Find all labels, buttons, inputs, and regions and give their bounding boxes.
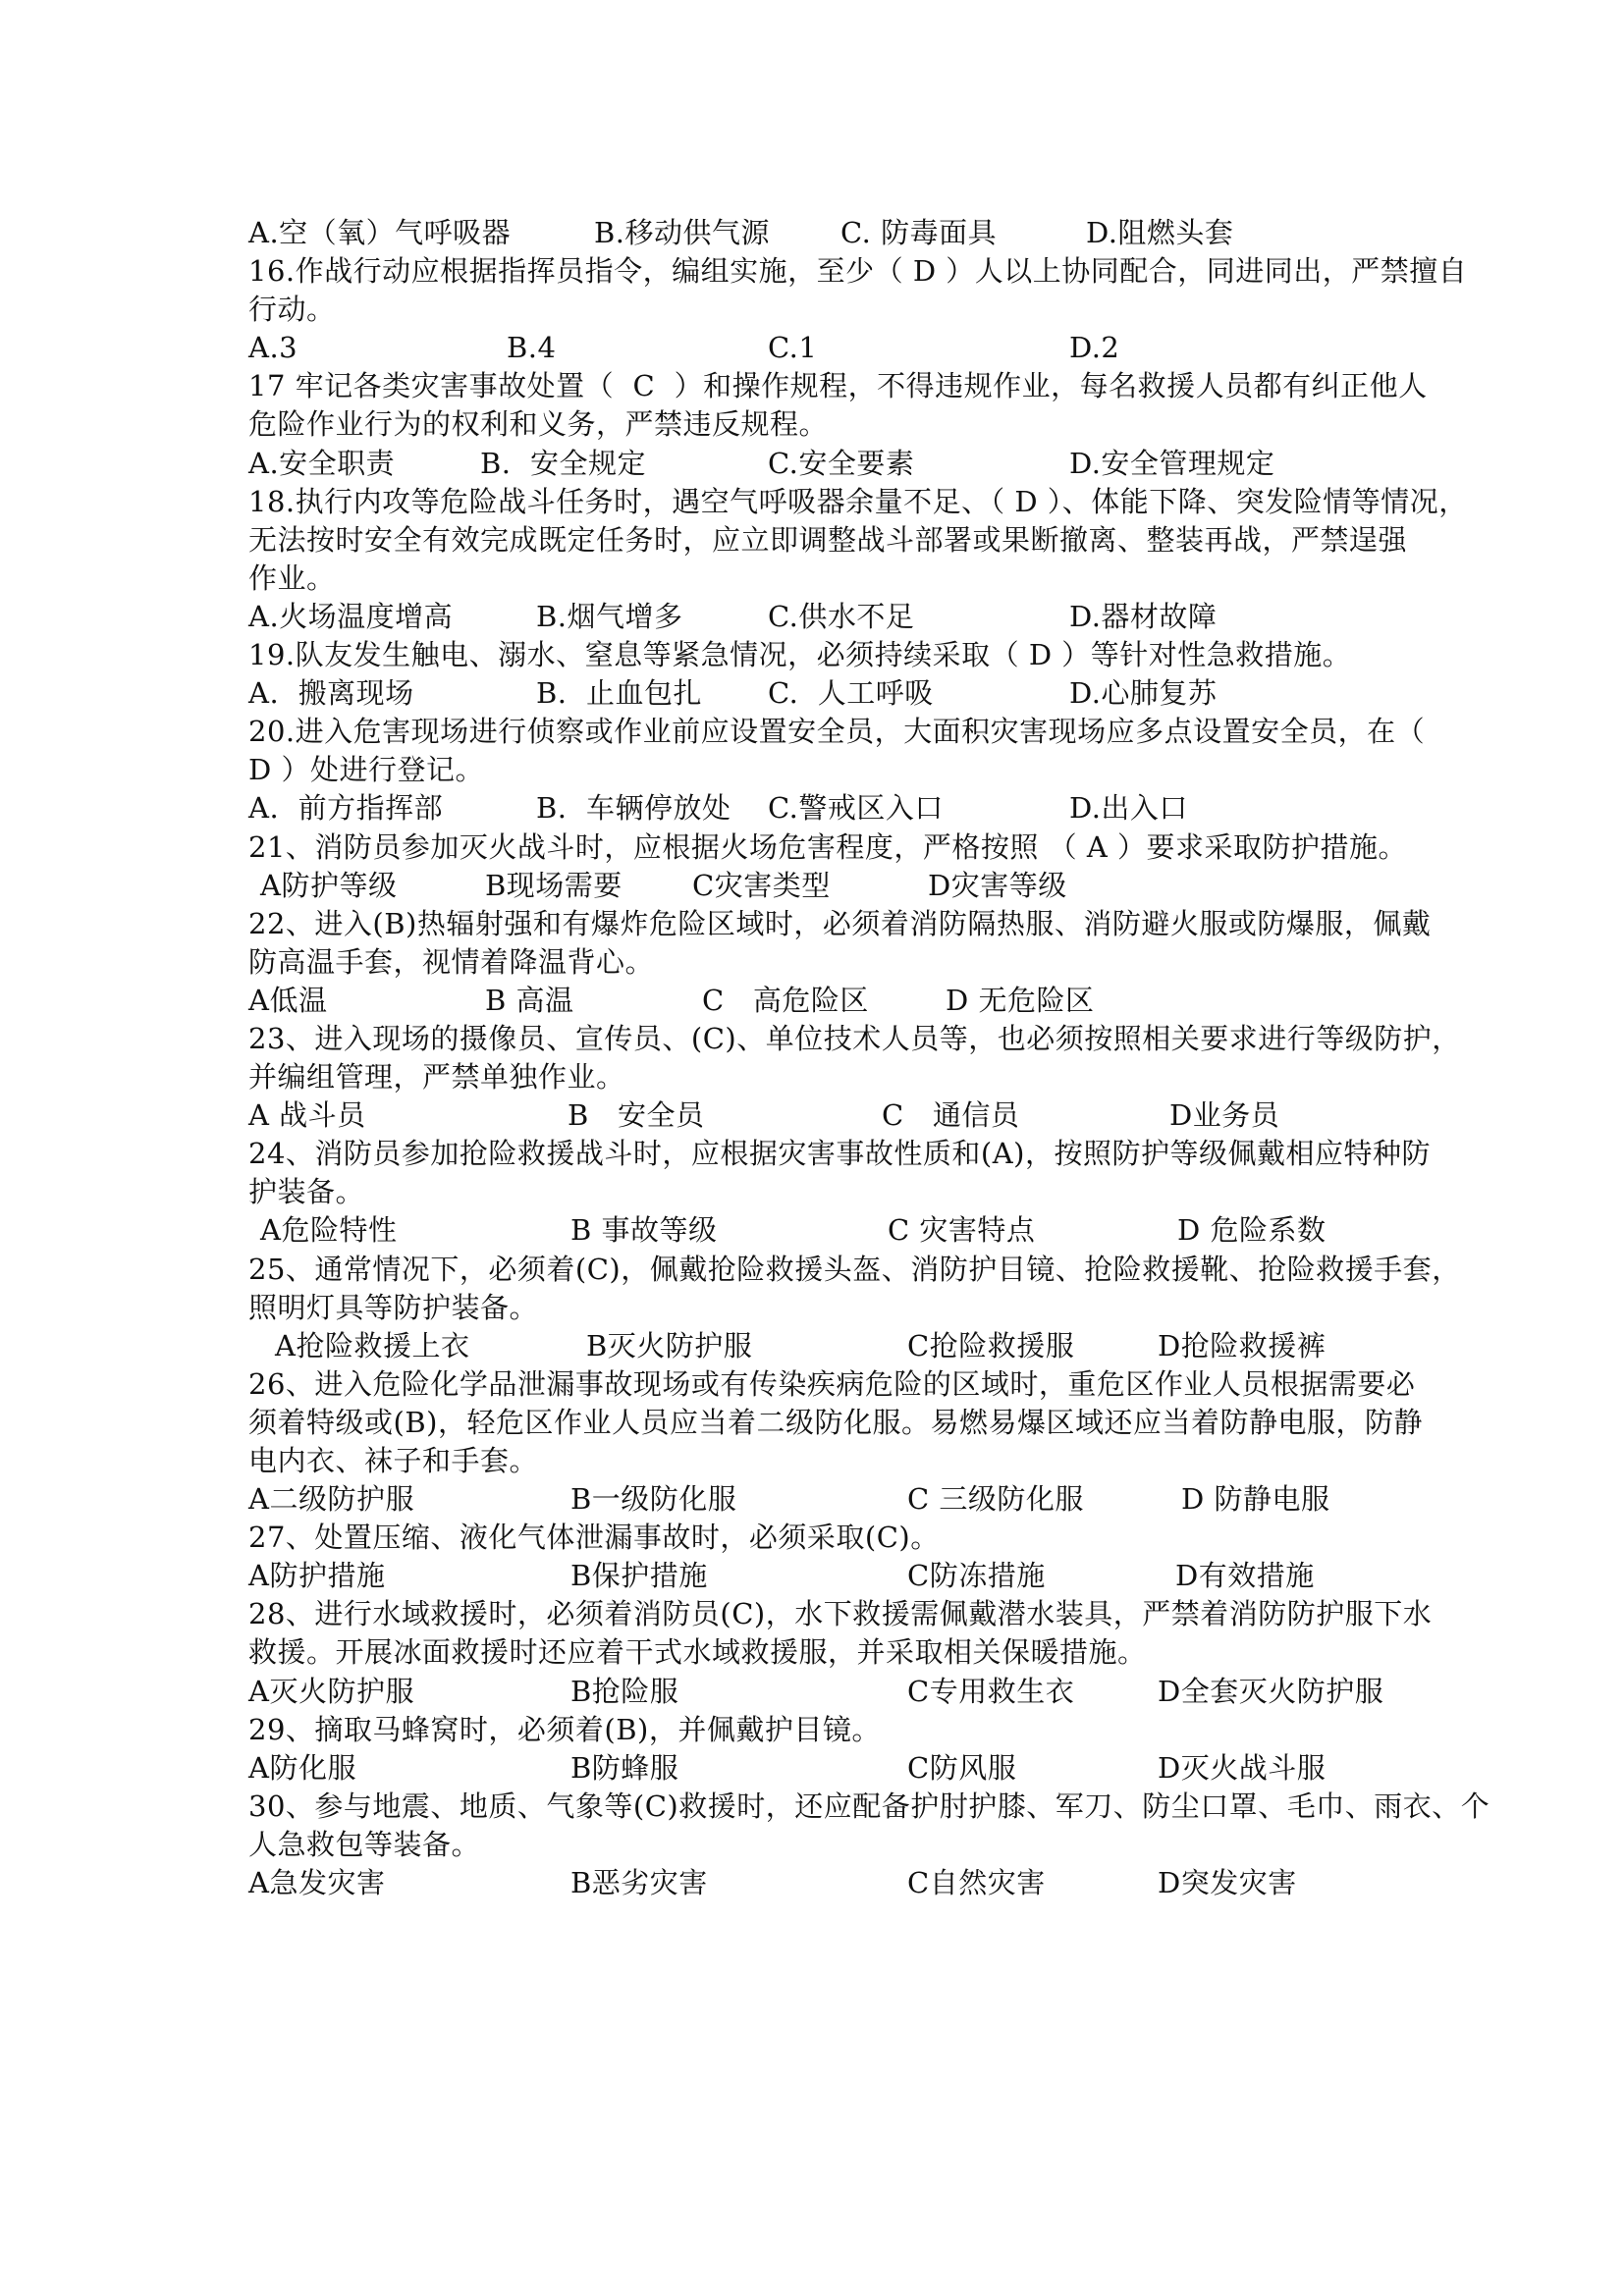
question-stem-line: 无法按时安全有效完成既定任务时，应立即调整战斗部署或果断撤离、整装再战，严禁逞强 <box>248 522 1408 557</box>
options-row <box>248 329 1441 367</box>
option-c: C抢险救援服 <box>907 1328 1075 1362</box>
option-a: A 战斗员 <box>248 1098 366 1133</box>
question-16 <box>248 252 1468 367</box>
option-b: B防蜂服 <box>570 1750 679 1785</box>
option-c: C专用救生衣 <box>907 1674 1075 1708</box>
options-row <box>248 1211 1441 1250</box>
option-a: A. 前方指挥部 <box>248 791 444 826</box>
question-stem-line: 20.进入危害现场进行侦察或作业前应设置安全员，大面积灾害现场应多点设置安全员，在（ <box>248 715 1426 749</box>
question-29 <box>248 1711 1441 1788</box>
option-b: B恶劣灾害 <box>570 1866 708 1900</box>
options-row <box>248 1557 1441 1595</box>
option-d: D有效措施 <box>1175 1559 1315 1593</box>
question-stem-line: 30、参与地震、地质、气象等(C)救援时，还应配备护肘护膝、军刀、防尘口罩、毛巾、雨衣、个 <box>248 1789 1490 1823</box>
options-row <box>248 674 1441 713</box>
option-b: B 安全员 <box>568 1098 705 1133</box>
option-c: C 三级防化服 <box>907 1482 1084 1517</box>
question-stem-line: 21、消防员参加灭火战斗时，应根据火场危害程度，严格按照 （ A ）要求采取防护措施。 <box>248 829 1408 864</box>
option-a: A.空（氧）气呼吸器 <box>248 216 512 249</box>
option-c: C防风服 <box>907 1750 1017 1785</box>
options-row <box>248 445 1441 483</box>
option-d: D 无危险区 <box>946 983 1095 1017</box>
option-c: C自然灾害 <box>907 1866 1046 1900</box>
option-b: B. 车辆停放处 <box>536 791 731 826</box>
option-b: B现场需要 <box>485 868 623 902</box>
options-row <box>248 1673 1441 1711</box>
question-15 <box>248 214 1441 252</box>
question-17 <box>248 367 1441 482</box>
option-d: D突发灾害 <box>1158 1866 1297 1900</box>
question-stem-line: 22、进入(B)热辐射强和有爆炸危险区域时，必须着消防隔热服、消防避火服或防爆服，佩戴 <box>248 906 1432 940</box>
options-row <box>248 214 1441 252</box>
option-c: C.供水不足 <box>768 599 915 633</box>
question-22 <box>248 905 1441 1020</box>
option-b: B. 安全规定 <box>480 446 646 480</box>
question-stem-line: 25、通常情况下，必须着(C)，佩戴抢险救援头盔、消防护目镜、抢险救援靴、抢险救援手套， <box>248 1252 1461 1286</box>
option-b: B 事故等级 <box>570 1213 718 1248</box>
question-26 <box>248 1365 1441 1519</box>
option-d: D.2 <box>1069 331 1120 365</box>
question-21 <box>248 828 1441 905</box>
option-a: A急发灾害 <box>248 1866 386 1900</box>
question-stem-line: 防高温手套，视情着降温背心。 <box>248 944 655 979</box>
question-stem-line: 并编组管理，严禁单独作业。 <box>248 1060 625 1095</box>
question-30 <box>248 1788 1490 1902</box>
option-c: C.安全要素 <box>768 446 915 480</box>
option-d: D 危险系数 <box>1177 1213 1326 1248</box>
exam-page <box>248 214 1490 1902</box>
options-row <box>248 982 1441 1020</box>
options-row <box>248 1096 1441 1135</box>
question-stem-line: D ）处进行登记。 <box>248 753 484 787</box>
option-c: C 高危险区 <box>702 983 869 1017</box>
option-d: D全套灭火防护服 <box>1158 1674 1384 1708</box>
option-a: A危险特性 <box>260 1213 398 1248</box>
option-c: C. 人工呼吸 <box>768 676 934 711</box>
question-27 <box>248 1519 1441 1595</box>
options-row <box>248 1749 1441 1788</box>
option-d: D.心肺复苏 <box>1069 676 1218 711</box>
question-stem-line: 16.作战行动应根据指挥员指令，编组实施，至少（ D ）人以上协同配合，同进同出，严禁擅自 <box>248 254 1468 289</box>
option-d: D.器材故障 <box>1069 599 1218 633</box>
question-19 <box>248 636 1441 713</box>
question-stem-line: 28、进行水域救援时，必须着消防员(C)，水下救援需佩戴潜水装具，严禁着消防防护服下水 <box>248 1597 1433 1631</box>
question-stem-line: 26、进入危险化学品泄漏事故现场或有传染疾病危险的区域时，重危区作业人员根据需要必 <box>248 1366 1416 1401</box>
option-b: B灭火防护服 <box>586 1328 753 1362</box>
question-25 <box>248 1251 1461 1365</box>
question-stem-line: 护装备。 <box>248 1175 365 1209</box>
question-stem-line: 人急救包等装备。 <box>248 1827 481 1861</box>
option-c: C灾害类型 <box>692 868 831 902</box>
option-b: B 高温 <box>485 983 574 1017</box>
options-row <box>248 1327 1441 1365</box>
question-stem-line: 危险作业行为的权利和义务，严禁违反规程。 <box>248 407 829 442</box>
options-row <box>248 867 1441 905</box>
option-b: B保护措施 <box>570 1559 708 1593</box>
option-d: D灭火战斗服 <box>1158 1750 1326 1785</box>
option-a: A防护等级 <box>260 868 398 902</box>
question-24 <box>248 1135 1441 1250</box>
question-stem-line: 救援。开展冰面救援时还应着干式水域救援服，并采取相关保暖措施。 <box>248 1635 1147 1670</box>
option-b: B.烟气增多 <box>536 599 683 633</box>
question-stem-line: 27、处置压缩、液化气体泄漏事故时，必须采取(C)。 <box>248 1521 940 1555</box>
option-a: A抢险救援上衣 <box>275 1328 470 1362</box>
question-stem-line: 作业。 <box>248 561 336 595</box>
option-d: D.出入口 <box>1069 791 1188 826</box>
question-stem-line: 24、消防员参加抢险救援战斗时，应根据灾害事故性质和(A)，按照防护等级佩戴相应特种防 <box>248 1137 1431 1171</box>
option-a: A.3 <box>248 331 298 365</box>
question-28 <box>248 1595 1441 1710</box>
option-b: B一级防化服 <box>570 1482 737 1517</box>
option-d: D灾害等级 <box>928 868 1067 902</box>
option-b: B.移动供气源 <box>594 216 771 249</box>
options-row <box>248 1864 1441 1902</box>
options-row <box>248 598 1441 636</box>
option-a: A低温 <box>248 983 328 1017</box>
question-stem-line: 18.执行内攻等危险战斗任务时，遇空气呼吸器余量不足、（ D ）、体能下降、突发险情等情况， <box>248 484 1468 518</box>
option-b: B. 止血包扎 <box>536 676 702 711</box>
option-a: A. 搬离现场 <box>248 676 414 711</box>
option-c: C 灾害特点 <box>888 1213 1036 1248</box>
option-c: C.警戒区入口 <box>768 791 944 826</box>
option-a: A.火场温度增高 <box>248 599 454 633</box>
question-stem-line: 19.队友发生触电、溺水、窒息等紧急情况，必须持续采取（ D ）等针对性急救措施。 <box>248 638 1352 672</box>
options-row <box>248 789 1441 828</box>
question-23 <box>248 1020 1461 1135</box>
option-d: D抢险救援裤 <box>1158 1328 1326 1362</box>
option-a: A灭火防护服 <box>248 1674 414 1708</box>
question-stem-line: 须着特级或(B)，轻危区作业人员应当着二级防化服。易燃易爆区域还应当着防静电服，防静 <box>248 1405 1423 1439</box>
option-d: D 防静电服 <box>1181 1482 1330 1517</box>
question-stem-line: 电内衣、袜子和手套。 <box>248 1444 539 1477</box>
option-a: A防护措施 <box>248 1559 386 1593</box>
option-c: C.1 <box>768 331 818 365</box>
option-a: A防化服 <box>248 1750 356 1785</box>
option-c: C防冻措施 <box>907 1559 1046 1593</box>
options-row <box>248 1480 1441 1519</box>
question-stem-line: 23、进入现场的摄像员、宣传员、(C)、单位技术人员等，也必须按照相关要求进行等级防护， <box>248 1021 1461 1055</box>
option-a: A二级防护服 <box>248 1482 414 1517</box>
option-d: D.安全管理规定 <box>1069 446 1275 480</box>
question-20 <box>248 713 1441 828</box>
option-d: D业务员 <box>1169 1098 1280 1133</box>
question-stem-line: 行动。 <box>248 293 336 327</box>
option-b: B抢险服 <box>570 1674 679 1708</box>
question-stem-line: 照明灯具等防护装备。 <box>248 1290 539 1324</box>
question-stem-line: 17 牢记各类灾害事故处置（ C ）和操作规程，不得违规作业，每名救援人员都有纠正他人 <box>248 369 1428 403</box>
option-c: C 通信员 <box>882 1098 1020 1133</box>
option-c: C. 防毒面具 <box>840 216 998 249</box>
question-18 <box>248 483 1468 636</box>
option-a: A.安全职责 <box>248 446 396 480</box>
question-stem-line: 29、摘取马蜂窝时，必须着(B)，并佩戴护目镜。 <box>248 1712 881 1746</box>
option-b: B.4 <box>507 331 557 365</box>
option-d: D.阻燃头套 <box>1086 216 1234 249</box>
